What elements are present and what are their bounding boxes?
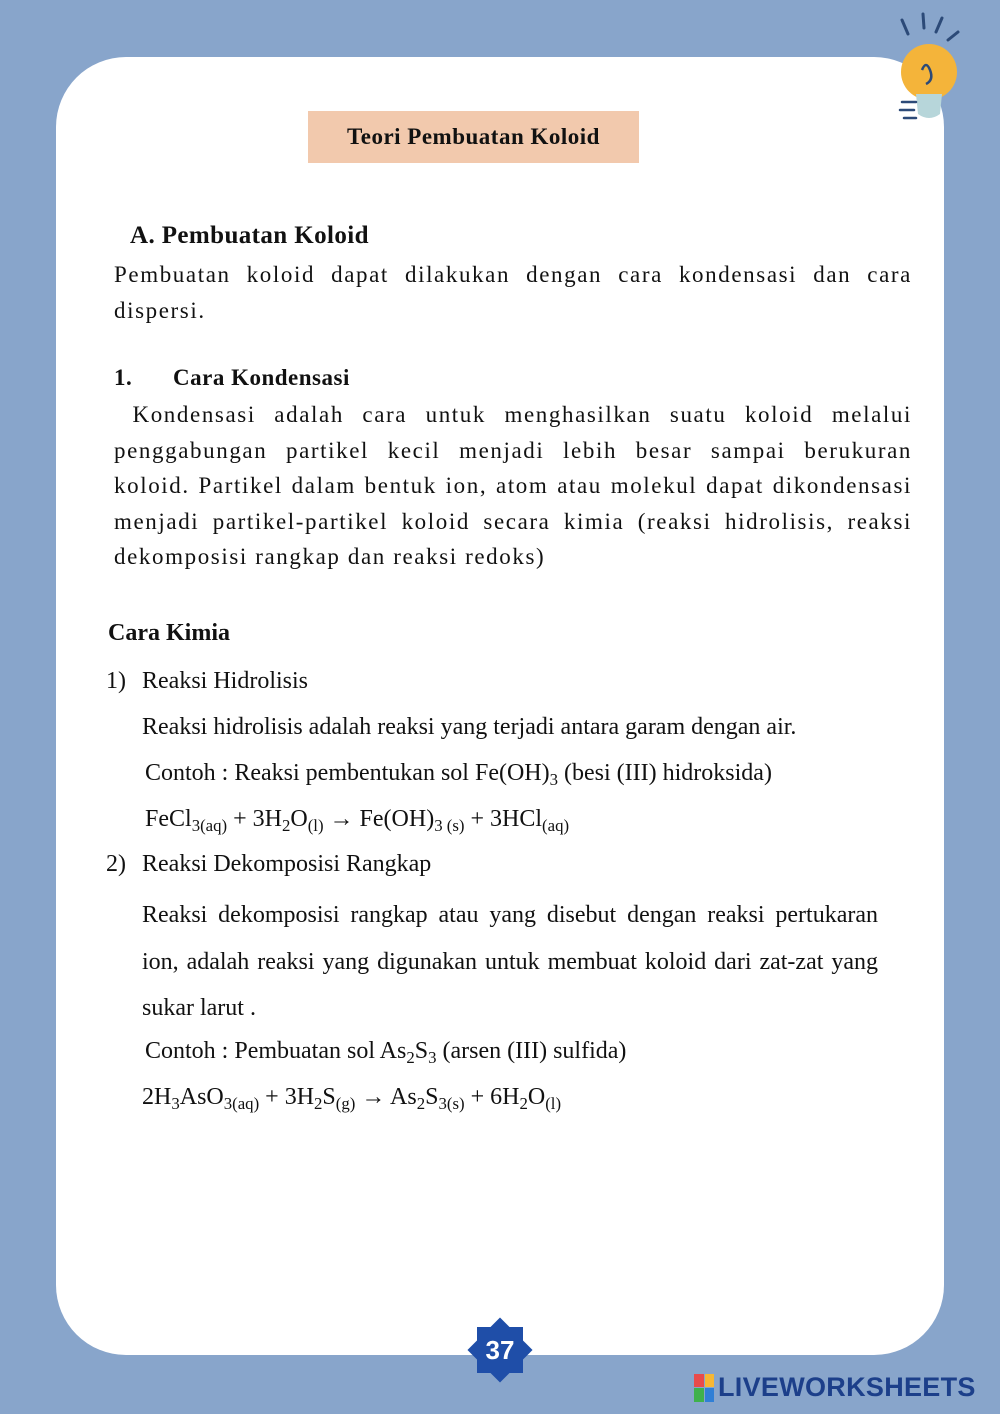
section-a-paragraph: Pembuatan koloid dapat dilakukan dengan cara kondensasi dan cara dispersi. [114,262,912,323]
lightbulb-icon [886,10,966,130]
item-1-number: 1) [106,668,126,694]
page-card [56,57,944,1355]
cara-kimia-heading: Cara Kimia [108,620,230,646]
subsection-1-heading [114,365,350,391]
liveworksheets-watermark [694,1372,976,1403]
item-2-equation: $2H_3AsO_{3(aq)} + 3H_2S_{(g)} \to As_2S_{3(s)} + 6H_2O_{(l)}$ [142,1084,562,1114]
subsection-1-number: 1. [114,365,133,390]
item-2-heading [106,851,431,878]
item-1-heading [106,668,308,695]
watermark-text: LIVEWORKSHEETS [718,1372,976,1402]
item-1-example: Contoh : Reaksi pembentukan sol $Fe(OH)_3$ (besi (III) hidroksida) [145,760,772,790]
page-number: 37 [485,1334,515,1365]
section-a-heading: A. Pembuatan Koloid [130,222,369,249]
item-2-title: Reaksi Dekomposisi Rangkap [142,851,432,877]
subsection-1-title: Cara Kondensasi [173,365,350,390]
item-1-title: Reaksi Hidrolisis [142,668,308,694]
item-2-number: 2) [106,851,126,877]
item-1-equation: FeCl$_{3(aq)}$ + $3H_2O_{(l)} \to Fe(OH)_{3 (s)} + 3HCl_{(aq)}$ [145,806,570,836]
item-2-definition: Reaksi dekomposisi rangkap atau yang disebut dengan reaksi pertukaran ion, adalah reaksi yang digunakan untuk membuat koloid dari zat-zat yang sukar larut . [142,902,878,1021]
item-1-definition: Reaksi hidrolisis adalah reaksi yang terjadi antara garam dengan air. [142,714,797,740]
subsection-1-paragraph: Kondensasi adalah cara untuk menghasilkan suatu koloid melalui penggabungan partikel kecil menjadi lebih besar sampai berukuran koloid. Partikel dalam bentuk ion, atom atau molekul dapat dikondensasi menjadi partikel-partikel koloid secara kimia (reaksi hidrolisis, reaksi dekomposisi rangkap dan reaksi redoks) [114,402,912,570]
item-2-example: Contoh : Pembuatan sol $As_2S_3$ (arsen (III) sulfida) [145,1038,627,1068]
liveworksheets-logo-icon [694,1374,714,1402]
page-title: Teori Pembuatan Koloid [308,111,639,163]
